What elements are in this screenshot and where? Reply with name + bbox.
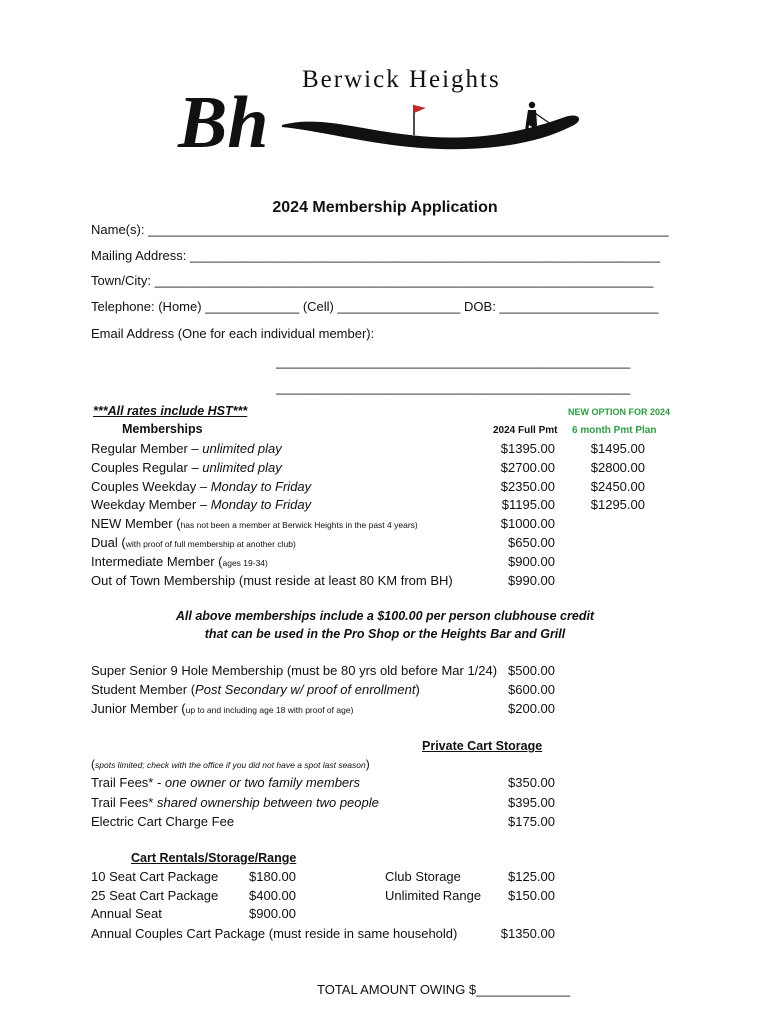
cart-storage-note-text: spots limited; check with the office if you did not have a spot last season [95, 760, 366, 770]
cart-rental-price-2: $125.00 [508, 869, 555, 884]
membership-row [91, 479, 311, 494]
other-membership-price: $200.00 [508, 701, 555, 716]
cart-storage-name: Trail Fees* - [91, 775, 165, 790]
couples-cart-package: Annual Couples Cart Package (must reside in same household) [91, 926, 458, 941]
cart-rental-price: $900.00 [249, 906, 296, 921]
membership-row [91, 441, 282, 456]
mailing-label: Mailing Address: [91, 248, 187, 263]
membership-name: Weekday Member – [91, 497, 211, 512]
berwick-heights-logo [170, 55, 590, 165]
membership-row [91, 573, 453, 588]
page-title: 2024 Membership Application [272, 199, 498, 216]
other-membership-row [91, 701, 353, 716]
logo-brand-name: Berwick Heights [302, 66, 501, 93]
membership-detail: unlimited play [202, 460, 282, 475]
membership-detail: has not been a member at Berwick Heights in the past 4 years) [180, 520, 418, 530]
membership-name: Out of Town Membership (must reside at least 80 KM from BH) [91, 573, 453, 588]
cart-storage-name: Trail Fees* [91, 795, 157, 810]
membership-detail: Monday to Friday [210, 479, 312, 494]
town-label: Town/City: [91, 273, 151, 288]
other-membership-detail: Post Secondary w/ proof of enrollment [195, 682, 416, 697]
membership-detail: Monday to Friday [210, 497, 312, 512]
credit-note-line-2: that can be used in the Pro Shop or the Heights Bar and Grill [204, 627, 566, 641]
cart-storage-price: $395.00 [508, 795, 555, 810]
membership-full-price: $900.00 [508, 554, 555, 569]
cart-storage-heading: Private Cart Storage [422, 739, 543, 753]
town-blank[interactable]: _____________________________________________________________________ [154, 273, 654, 288]
cell-phone-label: (Cell) [302, 299, 334, 314]
email-label: Email Address (One for each individual member): [91, 326, 375, 341]
other-membership-row [91, 682, 420, 697]
membership-full-price: $2700.00 [500, 460, 555, 475]
credit-note-line-1: All above memberships include a $100.00 per person clubhouse credit [175, 609, 595, 623]
cart-storage-row: Electric Cart Charge Fee [91, 814, 235, 829]
total-amount-owing[interactable]: TOTAL AMOUNT OWING $_____________ [317, 982, 571, 997]
flag-icon [414, 105, 426, 113]
logo-monogram: Bh [178, 82, 269, 164]
membership-plan-price: $1495.00 [590, 441, 645, 456]
membership-plan-price: $2450.00 [590, 479, 645, 494]
memberships-heading: Memberships [122, 422, 203, 436]
other-membership-name: Student Member ( [91, 682, 196, 697]
membership-name: Couples Regular – [91, 460, 203, 475]
membership-detail: ages 19-34) [222, 558, 268, 568]
plan-pmt-header: 6 month Pmt Plan [572, 425, 657, 436]
membership-detail: unlimited play [202, 441, 282, 456]
email-blank-1[interactable]: _________________________________________________ [276, 354, 631, 369]
membership-name: Regular Member – [91, 441, 203, 456]
cart-storage-detail: shared ownership between two people [156, 795, 379, 810]
cart-rental-price: $180.00 [249, 869, 296, 884]
cart-storage-row [91, 775, 360, 790]
membership-plan-price: $2800.00 [590, 460, 645, 475]
other-membership-name: Junior Member ( [91, 701, 186, 716]
names-blank[interactable]: ________________________________________________________________________ [148, 222, 669, 237]
cart-storage-row [91, 795, 379, 810]
membership-full-price: $1395.00 [500, 441, 555, 456]
dob-label: DOB: [464, 299, 496, 314]
cart-storage-price: $175.00 [508, 814, 555, 829]
other-membership-row: Super Senior 9 Hole Membership (must be 80 yrs old before Mar 1/24) [91, 663, 498, 678]
email-blank-2[interactable]: _________________________________________________ [276, 380, 631, 395]
membership-detail: with proof of full membership at another club) [125, 539, 296, 549]
cart-rental-name: 10 Seat Cart Package [91, 869, 219, 884]
cell-phone-blank[interactable]: _________________ [337, 299, 461, 314]
membership-name: Couples Weekday – [91, 479, 211, 494]
names-field[interactable] [91, 222, 669, 237]
membership-row [91, 497, 311, 512]
home-phone-label: Telephone: (Home) [91, 299, 202, 314]
cart-storage-note: (spots limited; check with the office if you did not have a spot last season) [91, 757, 370, 771]
names-label: Name(s): [91, 222, 145, 237]
membership-full-price: $650.00 [508, 535, 555, 550]
membership-row [91, 516, 418, 531]
other-membership-detail: up to and including age 18 with proof of age) [185, 705, 354, 715]
cart-rental-name-2: Unlimited Range [385, 888, 482, 903]
cart-storage-detail: one owner or two family members [164, 775, 360, 790]
membership-row [91, 460, 282, 475]
membership-full-price: $1195.00 [501, 497, 555, 512]
town-field[interactable] [91, 273, 653, 288]
membership-full-price: $990.00 [508, 573, 555, 588]
membership-name: Intermediate Member ( [91, 554, 223, 569]
dob-blank[interactable]: ______________________ [499, 299, 659, 314]
other-membership-price: $500.00 [508, 663, 555, 678]
telephone-row [91, 299, 659, 314]
membership-row [91, 554, 268, 569]
new-option-label: NEW OPTION FOR 2024 [568, 407, 671, 417]
cart-rental-price-2: $150.00 [508, 888, 555, 903]
other-membership-tail: ) [415, 682, 420, 697]
full-pmt-header: 2024 Full Pmt [493, 425, 558, 436]
mailing-blank[interactable]: _________________________________________________________________ [190, 248, 660, 263]
other-membership-price: $600.00 [508, 682, 555, 697]
home-phone-blank[interactable]: _____________ [205, 299, 300, 314]
membership-full-price: $2350.00 [500, 479, 555, 494]
cart-rental-name-2: Club Storage [385, 869, 461, 884]
membership-name: Dual ( [91, 535, 126, 550]
cart-storage-price: $350.00 [508, 775, 555, 790]
membership-name: NEW Member ( [91, 516, 181, 531]
cart-rental-price: $400.00 [249, 888, 296, 903]
membership-plan-price: $1295.00 [590, 497, 645, 512]
couples-cart-price: $1350.00 [500, 926, 555, 941]
cart-rental-name: Annual Seat [91, 906, 162, 921]
rates-note: ***All rates include HST*** [93, 404, 248, 418]
cart-rental-name: 25 Seat Cart Package [91, 888, 219, 903]
mailing-field[interactable] [91, 248, 660, 263]
membership-row [91, 535, 296, 550]
membership-full-price: $1000.00 [500, 516, 555, 531]
cart-rentals-heading: Cart Rentals/Storage/Range [131, 851, 297, 865]
